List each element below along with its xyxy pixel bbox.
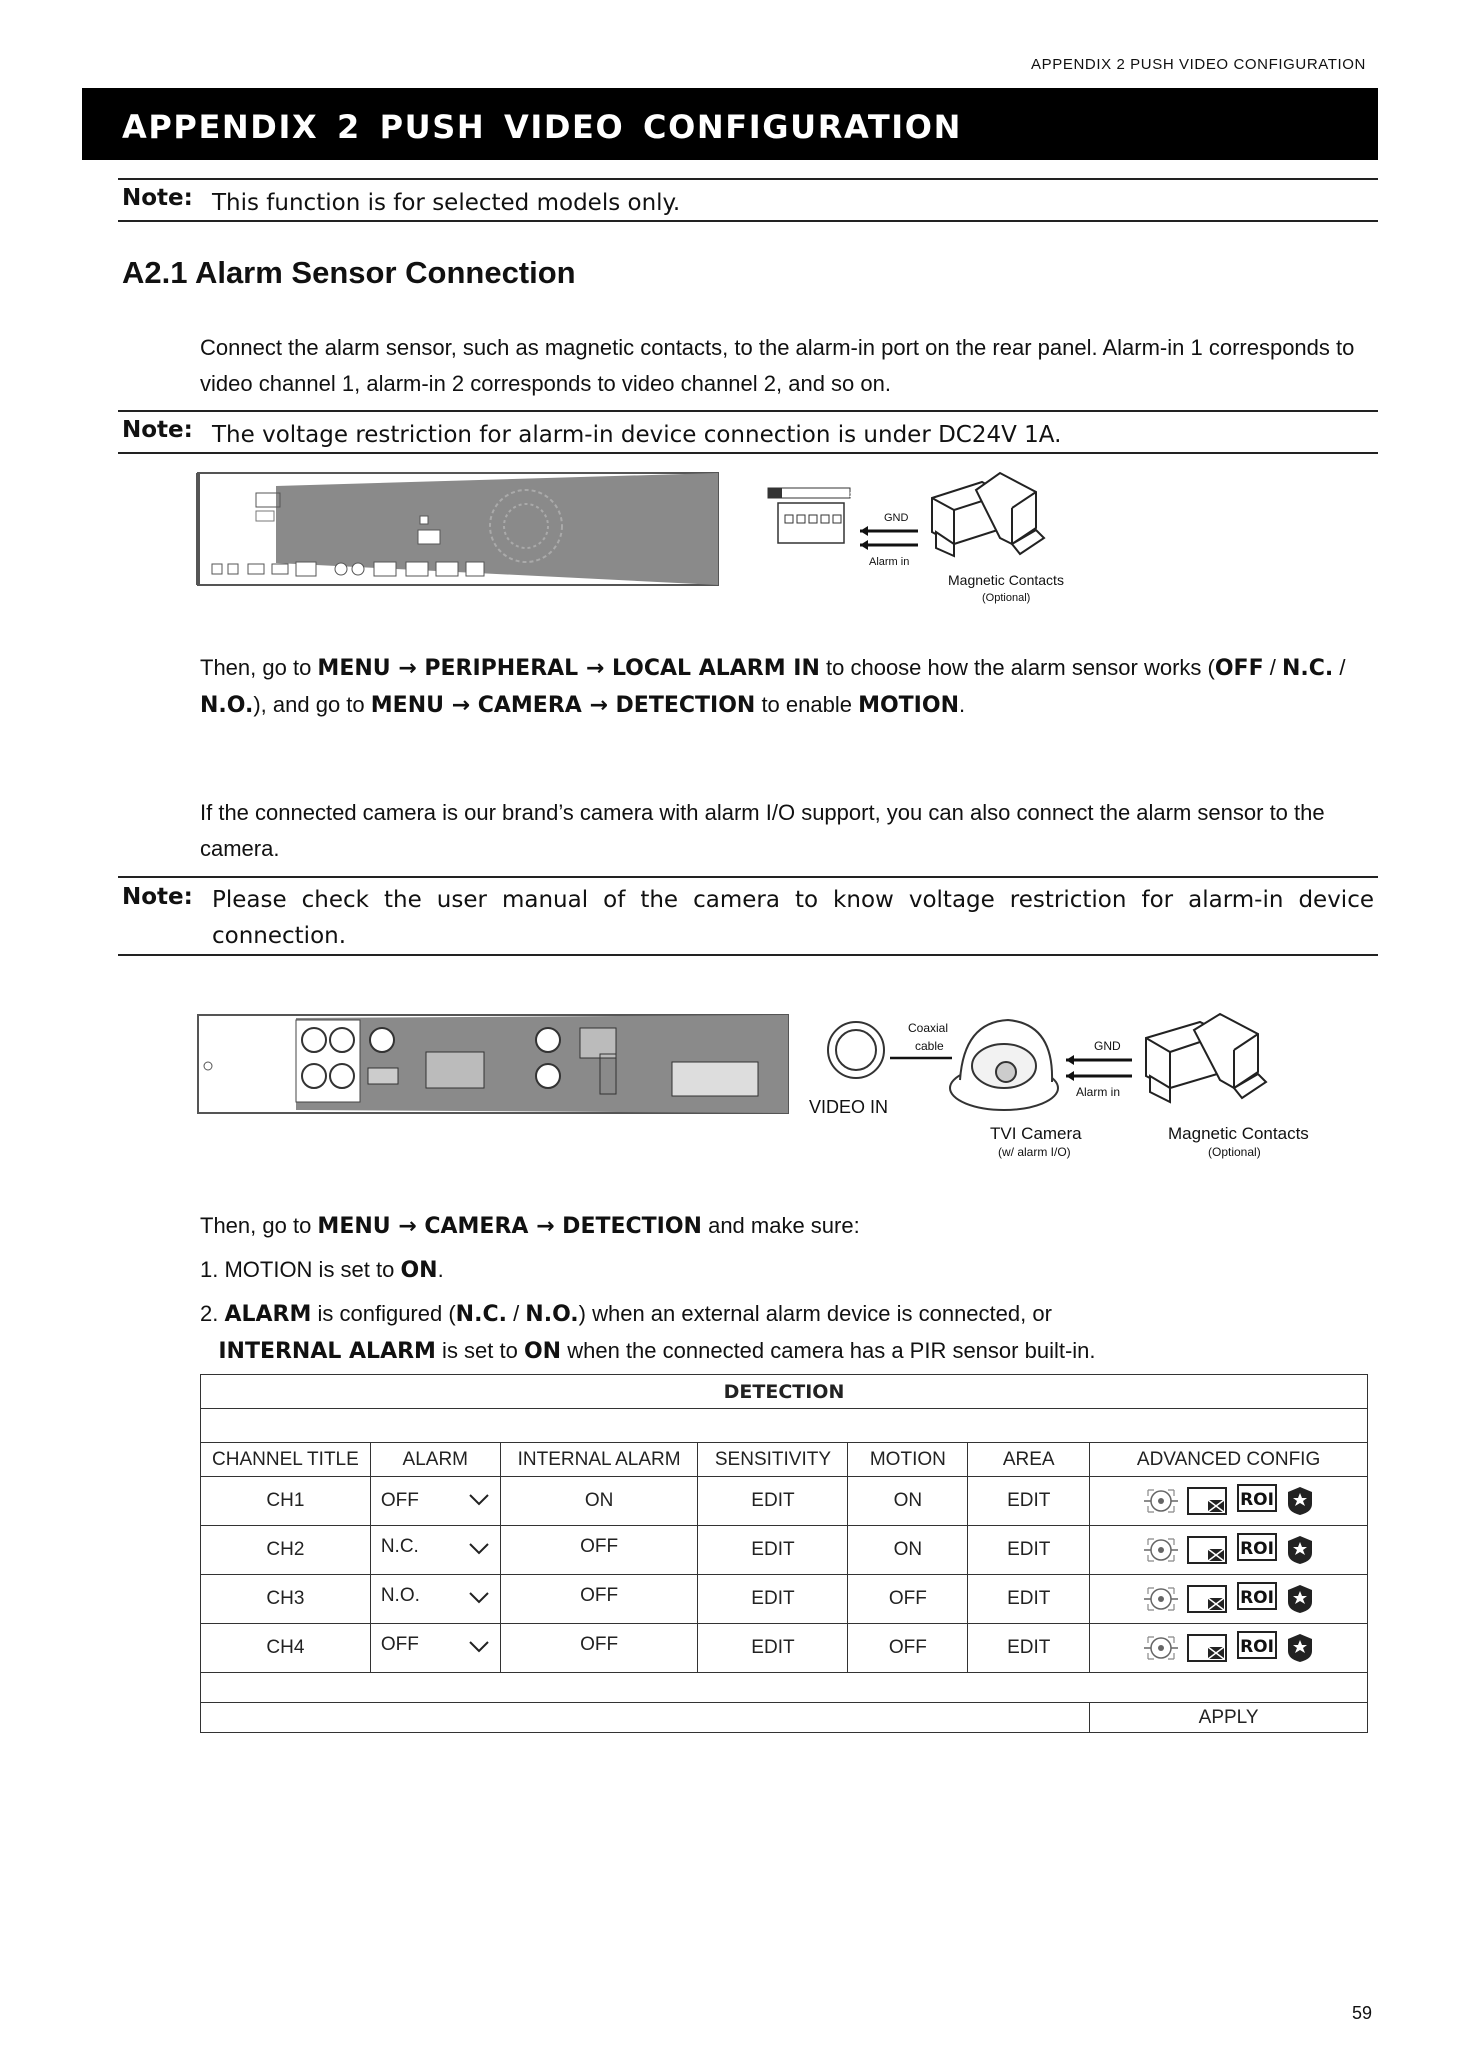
svg-text:ROI: ROI [1239, 1539, 1274, 1559]
gnd-label: GND [1094, 1039, 1121, 1053]
internal-alarm-toggle[interactable]: OFF [500, 1575, 698, 1624]
tvi-camera-icon [950, 1020, 1058, 1110]
internal-alarm-toggle[interactable]: OFF [500, 1526, 698, 1575]
target-icon[interactable] [1144, 1535, 1178, 1565]
advanced-config-cell [1090, 1624, 1368, 1673]
roi-icon[interactable] [1236, 1581, 1278, 1617]
page-title: APPENDIX 2 PUSH VIDEO CONFIGURATION [122, 108, 962, 146]
internal-alarm-toggle[interactable]: OFF [500, 1624, 698, 1673]
page-number: 59 [1351, 2003, 1372, 2023]
col-internal-alarm: INTERNAL ALARM [500, 1443, 698, 1477]
advanced-config-cell [1090, 1477, 1368, 1526]
alarm-in-label: Alarm in [869, 556, 910, 568]
note-text: The voltage restriction for alarm-in device connection is under DC24V 1A. [212, 422, 1062, 448]
col-channel-title: CHANNEL TITLE [201, 1443, 371, 1477]
camera-label: TVI Camera [990, 1124, 1082, 1143]
video-in-label: VIDEO IN [809, 1097, 889, 1117]
terminal-label: GND 1 2 3 4 Alarm IN [826, 492, 894, 499]
svg-text:ROI: ROI [1239, 1637, 1274, 1657]
apply-button[interactable]: APPLY [1090, 1703, 1368, 1733]
col-alarm: ALARM [370, 1443, 500, 1477]
table-row [201, 1624, 1368, 1673]
chevron-down-icon[interactable] [458, 1526, 500, 1575]
table-row [201, 1477, 1368, 1526]
table-row [201, 1526, 1368, 1575]
alarm-select[interactable]: OFF [370, 1624, 458, 1673]
channel-cell: CH4 [201, 1624, 371, 1673]
coax-label-2: cable [915, 1039, 944, 1053]
magnetic-contacts-icon [932, 473, 1044, 556]
motion-toggle[interactable]: OFF [848, 1575, 968, 1624]
detection-table-title: DETECTION [201, 1375, 1368, 1409]
channel-cell: CH3 [201, 1575, 371, 1624]
coax-label-1: Coaxial [908, 1021, 949, 1035]
note-text: This function is for selected models only. [212, 190, 681, 216]
roi-icon[interactable] [1236, 1483, 1278, 1519]
internal-alarm-toggle[interactable]: ON [500, 1477, 698, 1526]
target-icon[interactable] [1144, 1486, 1178, 1516]
motion-toggle[interactable]: ON [848, 1526, 968, 1575]
area-edit-button[interactable]: EDIT [968, 1624, 1090, 1673]
optional-label: (Optional) [1208, 1145, 1261, 1159]
figure-camera-alarm-connection [196, 1010, 1381, 1170]
contacts-label: Magnetic Contacts [1168, 1124, 1309, 1143]
list-item-motion: 1. MOTION is set to ON. [200, 1257, 444, 1283]
motion-toggle[interactable]: OFF [848, 1624, 968, 1673]
paragraph-menu-instructions: Then, go to MENU → PERIPHERAL → LOCAL ALARM IN to choose how the alarm sensor works (OFF / N.C. / N.O.), and go to MENU → CAMERA → DETECTION to enable MOTION. [200, 655, 1346, 718]
camera-connection-diagram [196, 1010, 1381, 1170]
privacy-mask-icon[interactable] [1186, 1633, 1228, 1663]
channel-cell: CH1 [201, 1477, 371, 1526]
alarm-select[interactable]: OFF [370, 1477, 458, 1526]
area-edit-button[interactable]: EDIT [968, 1575, 1090, 1624]
col-motion: MOTION [848, 1443, 968, 1477]
star-shield-icon[interactable] [1286, 1633, 1314, 1663]
running-header: APPENDIX 2 PUSH VIDEO CONFIGURATION [1031, 56, 1366, 73]
optional-label: (Optional) [982, 592, 1031, 604]
note-camera-manual [118, 876, 1378, 956]
svg-text:ROI: ROI [1239, 1588, 1274, 1608]
col-sensitivity: SENSITIVITY [698, 1443, 848, 1477]
figure-dvr-alarm-connection [196, 468, 1096, 618]
svg-text:ROI: ROI [1239, 1490, 1274, 1510]
detection-table [200, 1374, 1368, 1733]
note-text: Please check the user manual of the camera to know voltage restriction for alarm-in device connection. [212, 887, 1374, 949]
roi-icon[interactable] [1236, 1532, 1278, 1568]
gnd-label: GND [884, 512, 909, 524]
contacts-label: Magnetic Contacts [948, 572, 1064, 588]
paragraph-camera-alarm-io: If the connected camera is our brand’s camera with alarm I/O support, you can also connect the alarm sensor to the camera. [200, 800, 1325, 861]
star-shield-icon[interactable] [1286, 1584, 1314, 1614]
privacy-mask-icon[interactable] [1186, 1584, 1228, 1614]
advanced-config-cell [1090, 1526, 1368, 1575]
target-icon[interactable] [1144, 1633, 1178, 1663]
chevron-down-icon[interactable] [458, 1575, 500, 1624]
chevron-down-icon[interactable] [458, 1624, 500, 1673]
sensitivity-edit-button[interactable]: EDIT [698, 1624, 848, 1673]
section-heading: A2.1 Alarm Sensor Connection [122, 255, 576, 290]
magnetic-contacts-icon [1146, 1014, 1266, 1102]
advanced-config-cell [1090, 1575, 1368, 1624]
note-voltage-restriction [118, 410, 1378, 454]
paragraph-connect-sensor: Connect the alarm sensor, such as magnetic contacts, to the alarm-in port on the rear panel. Alarm-in 1 corresponds to video channel 1, alarm-in 2 corresponds to video channel 2, and so on. [200, 335, 1355, 396]
motion-toggle[interactable]: ON [848, 1477, 968, 1526]
sensitivity-edit-button[interactable]: EDIT [698, 1575, 848, 1624]
target-icon[interactable] [1144, 1584, 1178, 1614]
channel-cell: CH2 [201, 1526, 371, 1575]
roi-icon[interactable] [1236, 1630, 1278, 1666]
note-label: Note: [122, 884, 193, 910]
area-edit-button[interactable]: EDIT [968, 1477, 1090, 1526]
sensitivity-edit-button[interactable]: EDIT [698, 1477, 848, 1526]
table-row [201, 1575, 1368, 1624]
sensitivity-edit-button[interactable]: EDIT [698, 1526, 848, 1575]
chevron-down-icon[interactable] [458, 1477, 500, 1526]
alarm-select[interactable]: N.C. [370, 1526, 458, 1575]
paragraph-detection-instructions: Then, go to MENU → CAMERA → DETECTION and make sure: [200, 1213, 860, 1239]
dvr-rear-panel-diagram [196, 468, 1096, 618]
star-shield-icon[interactable] [1286, 1535, 1314, 1565]
alarm-select[interactable]: N.O. [370, 1575, 458, 1624]
col-area: AREA [968, 1443, 1090, 1477]
privacy-mask-icon[interactable] [1186, 1535, 1228, 1565]
title-bar [82, 88, 1378, 160]
alarm-in-label: Alarm in [1076, 1085, 1121, 1099]
note-label: Note: [122, 185, 193, 211]
camera-sub-label: (w/ alarm I/O) [998, 1145, 1071, 1159]
star-shield-icon[interactable] [1286, 1486, 1314, 1516]
list-item-alarm: 2. ALARM is configured (N.C. / N.O.) when an external alarm device is connected, or INTERNAL ALARM is set to ON when the connected camera has a PIR sensor built-in. [200, 1301, 1096, 1364]
note-label: Note: [122, 417, 193, 443]
area-edit-button[interactable]: EDIT [968, 1526, 1090, 1575]
note-selected-models [118, 178, 1378, 222]
col-advanced-config: ADVANCED CONFIG [1090, 1443, 1368, 1477]
privacy-mask-icon[interactable] [1186, 1486, 1228, 1516]
